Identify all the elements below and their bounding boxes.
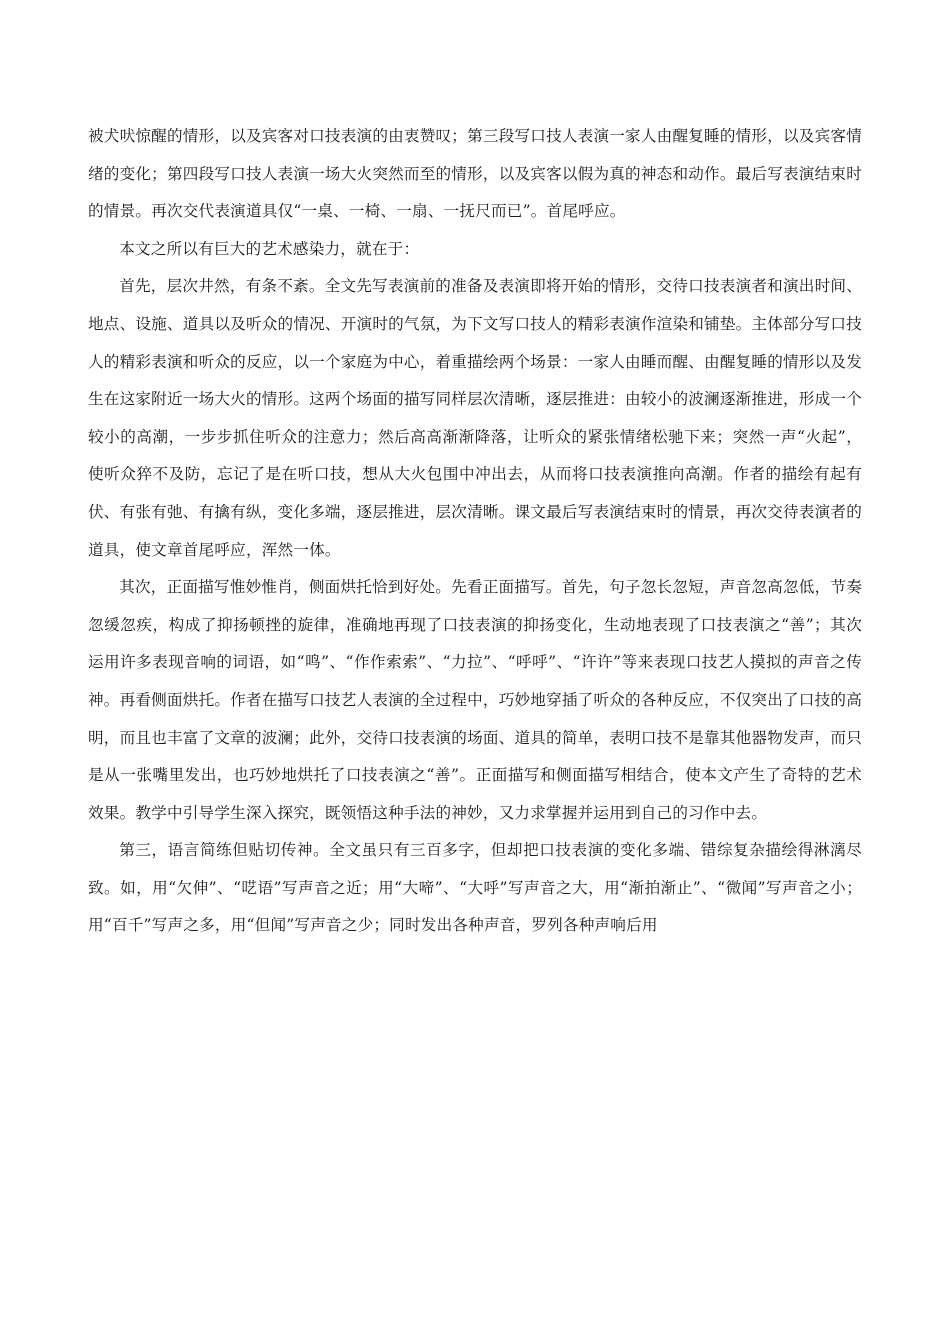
paragraph-4: 其次，正面描写惟妙惟肖，侧面烘托恰到好处。先看正面描写。首先，句子忽长忽短，声音忽高忽低，节奏忽缓忽疾，构成了抑扬顿挫的旋律，准确地再现了口技表演的抑扬变化，生动地表现了口技表演之“善”；其次运用许多表现音响的词语，如“鸣”、“作作索索”、“力拉”、“呼呼”、“许许”等来表现口技艺人摸拟的声音之传神。再看侧面烘托。作者在描写口技艺人表演的全过程中，巧妙地穿插了听众的各种反应，不仅突出了口技的高明，而且也丰富了文章的波澜；此外，交待口技表演的场面、道具的简单，表明口技不是靠其他器物发声，而只是从一张嘴里发出，也巧妙地烘托了口技表演之“善”。正面描写和侧面描写相结合，使本文产生了奇特的艺术效果。教学中引导学生深入探究，既领悟这种手法的神妙，又力求掌握并运用到自己的习作中去。 (88, 578, 862, 822)
paragraph-3: 首先，层次井然，有条不紊。全文先写表演前的准备及表演即将开始的情形，交待口技表演者和演出时间、地点、设施、道具以及听众的情况、开演时的气氛，为下文写口技人的精彩表演作渲染和铺垫。主体部分写口技人的精彩表演和听众的反应，以一个家庭为中心，着重描绘两个场景：一家人由睡而醒、由醒复睡的情形以及发生在这家附近一场大火的情形。这两个场面的描写同样层次清晰，逐层推进：由较小的波澜逐渐推进，形成一个较小的高潮，一步步抓住听众的注意力；然后高高渐渐降落，让听众的紧张情绪松驰下来；突然一声“火起”，使听众猝不及防，忘记了是在听口技，想从大火包围中冲出去，从而将口技表演推向高潮。作者的描绘有起有伏、有张有弛、有擒有纵，变化多端，逐层推进，层次清晰。课文最后写表演结束时的情景，再次交待表演者的道具，使文章首尾呼应，浑然一体。 (88, 277, 862, 559)
paragraph-1: 被犬吠惊醒的情形，以及宾客对口技表演的由衷赞叹；第三段写口技人表演一家人由醒复睡的情形，以及宾客情绪的变化；第四段写口技人表演一场大火突然而至的情形，以及宾客以假为真的神态和动作。最后写表演结束时的情景。再次交代表演道具仅“一桌、一椅、一扇、一抚尺而已”。首尾呼应。 (88, 127, 862, 221)
document-body (88, 118, 862, 945)
paragraph-2: 本文之所以有巨大的艺术感染力，就在于： (119, 239, 420, 258)
paragraph-5: 第三，语言简练但贴切传神。全文虽只有三百多字，但却把口技表演的变化多端、错综复杂描绘得淋漓尽致。如，用“欠伸”、“呓语”写声音之近；用“大啼”、“大呼”写声音之大，用“渐拍渐止”、“微闻”写声音之小；用“百千”写声之多，用“但闻”写声音之少；同时发出各种声音，罗列各种声响后用 (88, 841, 862, 935)
